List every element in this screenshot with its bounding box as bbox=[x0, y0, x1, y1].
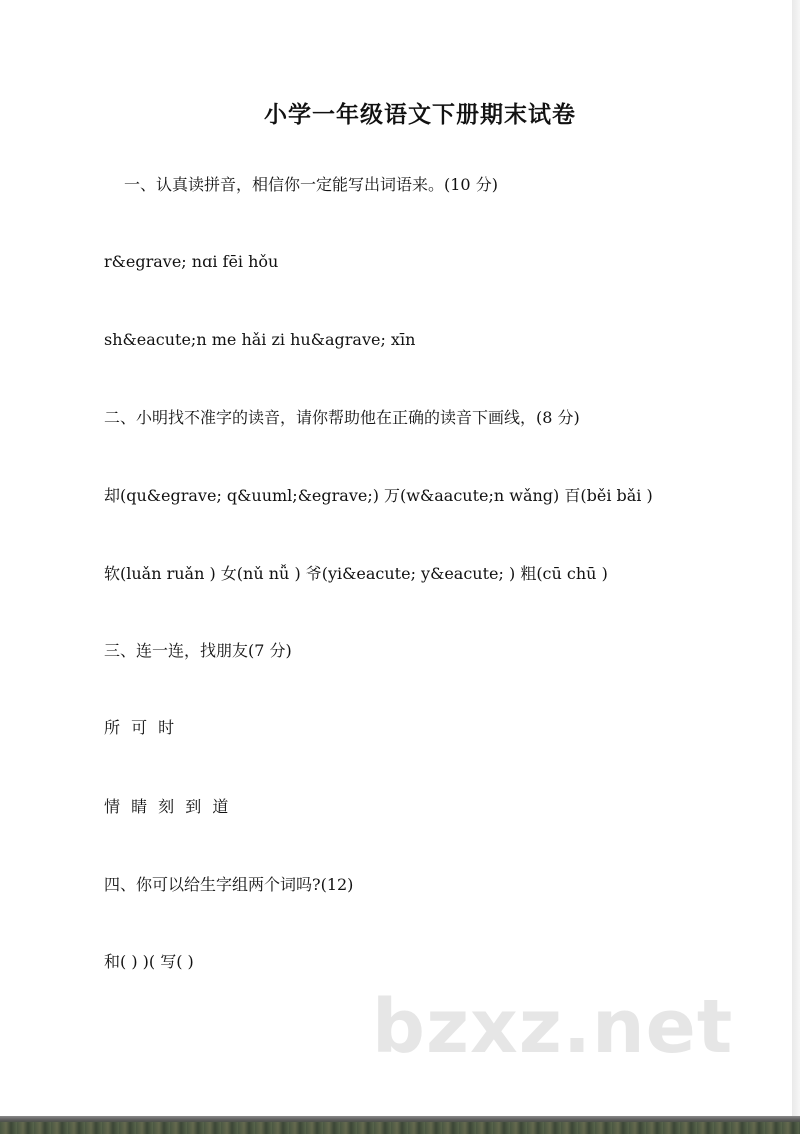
section-2-heading: 二、小明找不准字的读音，请你帮助他在正确的读音下画线，(8 分) bbox=[104, 408, 580, 427]
match-line-2: 情 睛 刻 到 道 bbox=[104, 797, 229, 816]
section-1-heading: 一、认真读拼音，相信你一定能写出词语来。(10 分) bbox=[124, 175, 498, 194]
match-line-1: 所 可 时 bbox=[104, 718, 175, 737]
bottom-image-texture bbox=[0, 1122, 800, 1134]
pinyin-line-2: sh&eacute;n me hǎi zi hu&agrave; xīn bbox=[104, 330, 416, 349]
site-watermark: bzxz.net bbox=[372, 984, 734, 1070]
page-edge-shadow bbox=[792, 0, 800, 1116]
section-4-heading: 四、你可以给生字组两个词吗?(12) bbox=[104, 875, 354, 894]
section-3-heading: 三、连一连，找朋友(7 分) bbox=[104, 641, 292, 660]
reading-line-1: 却(qu&egrave; q&uuml;&egrave;) 万(w&aacute;n wǎng) 百(běi bǎi ) bbox=[104, 486, 653, 505]
page-title: 小学一年级语文下册期末试卷 bbox=[264, 102, 576, 128]
reading-line-2: 软(luǎn ruǎn ) 女(nǔ nǚ ) 爷(yi&eacute; y&eacute; ) 粗(cū chū ) bbox=[104, 564, 608, 583]
bottom-image-strip bbox=[0, 1116, 800, 1134]
word-group-line: 和( ) )( 写( ) bbox=[104, 952, 194, 971]
pinyin-line-1: r&egrave; nɑi fēi hǒu bbox=[104, 252, 279, 271]
